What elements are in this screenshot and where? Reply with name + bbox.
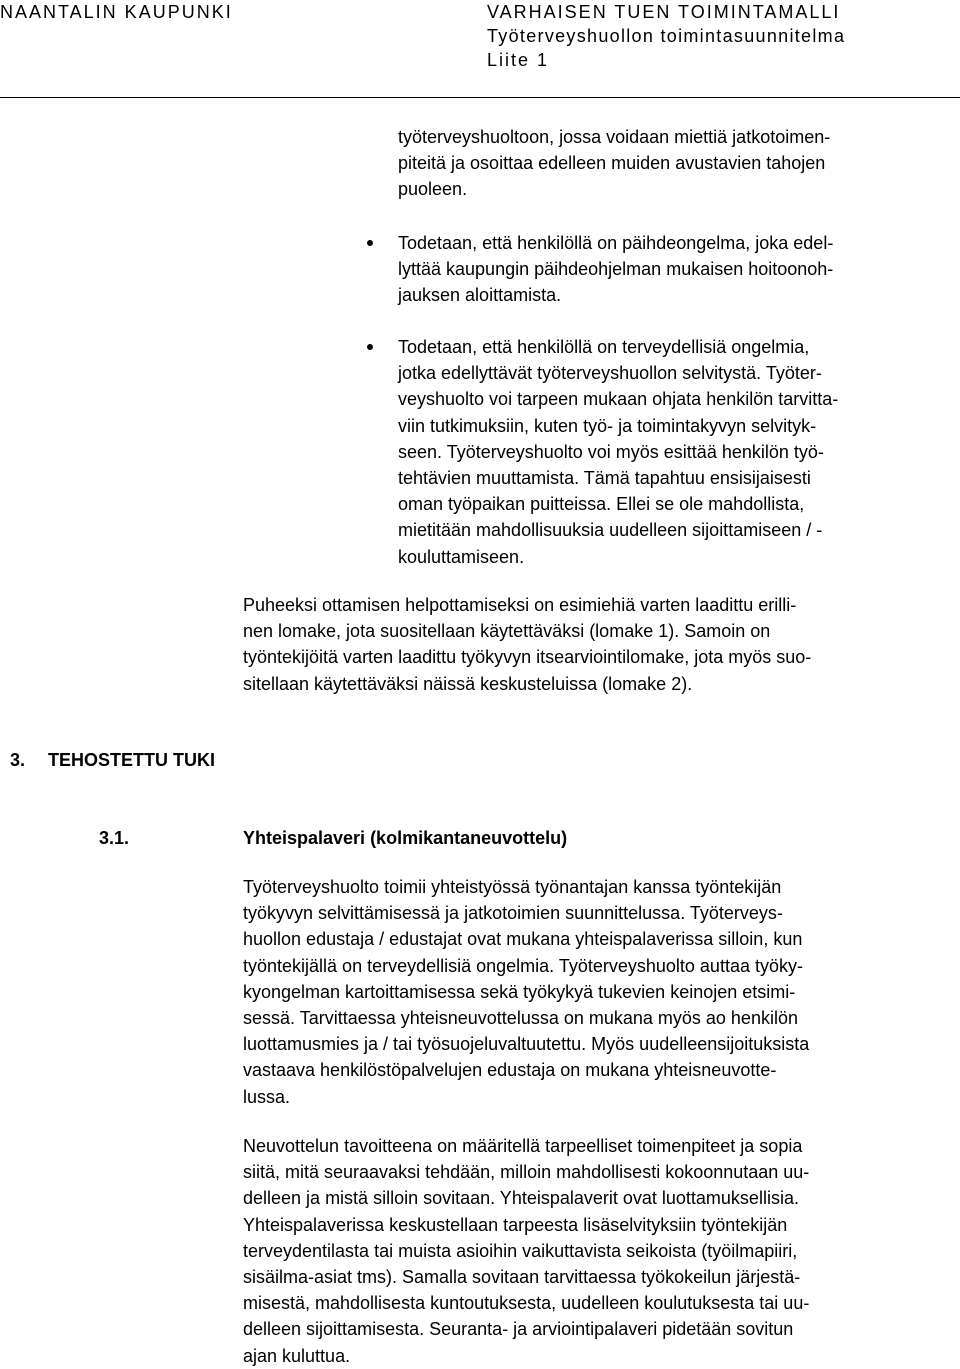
text-line: Neuvottelun tavoitteena on määritellä tarpeelliset toimenpiteet ja sopia — [243, 1136, 803, 1156]
section-title: TEHOSTETTU TUKI — [48, 750, 215, 770]
text-line: Yhteispalaverissa keskustellaan tarpeesta lisäselvityksiin työntekijän — [243, 1214, 788, 1235]
text-line: sessä. Tarvittaessa yhteisneuvottelussa on mukana myös ao henkilön — [243, 1007, 798, 1028]
bullet-item-1 — [398, 230, 833, 309]
text-line: Puheeksi ottamisen helpottamiseksi on esimiehiä varten laadittu erilli- — [243, 595, 797, 615]
paragraph-2 — [243, 1133, 809, 1369]
subsection-number: 3.1. — [99, 828, 130, 848]
text-line: Työterveyshuolto toimii yhteistyössä työnantajan kanssa työntekijän — [243, 877, 782, 897]
text-line: delleen sijoittamisesta. Seuranta- ja arviointipalaveri pidetään sovitun — [243, 1319, 794, 1340]
subsection-title: Yhteispalaveri (kolmikantaneuvottelu) — [243, 828, 568, 848]
text-line: Todetaan, että henkilöllä on päihdeongelma, joka edel- — [398, 233, 834, 253]
text-line: työntekijällä on terveydellisiä ongelmia. Työterveyshuolto auttaa työky- — [243, 955, 803, 976]
text-line: seen. Työterveyshuolto voi myös esittää henkilön työ- — [398, 441, 824, 462]
text-line: lyttää kaupungin päihdeohjelman mukaisen hoitoonoh- — [398, 259, 834, 280]
paragraph-1 — [243, 874, 809, 1110]
header-divider — [0, 97, 960, 98]
text-line: delleen ja mistä silloin sovitaan. Yhteispalaverit ovat luottamuksellisia. — [243, 1188, 799, 1209]
text-line: nen lomake, jota suositellaan käytettäväksi (lomake 1). Samoin on — [243, 621, 771, 642]
section-number: 3. — [10, 750, 26, 770]
text-line: luottamusmies ja / tai työsuojeluvaltuutettu. Myös uudelleensijoituksista — [243, 1034, 810, 1055]
text-line: jauksen aloittamista. — [398, 285, 562, 306]
text-line: siitä, mitä seuraavaksi tehdään, milloin mahdollisesti kokoonnutaan uu- — [243, 1162, 810, 1183]
text-line: mietitään mahdollisuuksia uudelleen sijoittamiseen / - — [398, 520, 823, 541]
text-line: kyongelman kartoittamisessa sekä työkykyä tukevien keinojen etsimi- — [243, 981, 796, 1002]
text-line: misestä, mahdollisesta kuntoutuksesta, uudelleen koulutuksesta tai uu- — [243, 1293, 810, 1314]
text-line: tehtävien muuttamista. Tämä tapahtuu ensisijaisesti — [398, 467, 811, 488]
text-line: työkyvyn selvittämisessä ja jatkotoimien suunnittelussa. Työterveys- — [243, 903, 783, 924]
bullet-marker-1 — [367, 240, 373, 246]
header-doc-subtitle: Työterveyshuollon toimintasuunnitelma — [487, 26, 846, 46]
text-line: sisäilma-asiat tms). Samalla sovitaan tarvittaessa työkokeilun järjestä- — [243, 1266, 801, 1287]
text-line: lussa. — [243, 1086, 291, 1107]
text-line: oman työpaikan puitteissa. Ellei se ole mahdollista, — [398, 494, 805, 515]
text-line: jotka edellyttävät työterveyshuollon selvitystä. Työter- — [398, 363, 822, 384]
continuation-text — [398, 124, 830, 203]
text-line: veyshuolto voi tarpeen mukaan ohjata henkilön tarvitta- — [398, 389, 839, 410]
text-line: vastaava henkilöstöpalvelujen edustaja on mukana yhteisneuvotte- — [243, 1060, 777, 1081]
text-line: terveydentilasta tai muista asioihin vaikuttavista seikoista (työilmapiiri, — [243, 1240, 798, 1261]
bullet-marker-2 — [367, 344, 373, 350]
header-doc-title: VARHAISEN TUEN TOIMINTAMALLI — [487, 2, 841, 22]
intro-paragraph — [243, 592, 811, 697]
text-line: puoleen. — [398, 179, 468, 200]
header-city: NAANTALIN KAUPUNKI — [0, 2, 233, 22]
text-line: huollon edustaja / edustajat ovat mukana yhteispalaverissa silloin, kun — [243, 929, 803, 950]
text-line: sitellaan käytettäväksi näissä keskusteluissa (lomake 2). — [243, 673, 693, 694]
text-line: ajan kuluttua. — [243, 1345, 351, 1366]
text-line: kouluttamiseen. — [398, 546, 525, 567]
bullet-item-2 — [398, 334, 838, 570]
text-line: Todetaan, että henkilöllä on terveydellisiä ongelmia, — [398, 337, 810, 357]
text-line: työterveyshuoltoon, jossa voidaan miettiä jatkotoimen- — [398, 127, 831, 147]
text-line: viin tutkimuksiin, kuten työ- ja toimintakyvyn selvityk- — [398, 415, 817, 436]
text-line: piteitä ja osoittaa edelleen muiden avustavien tahojen — [398, 153, 826, 174]
header-attachment: Liite 1 — [487, 50, 550, 70]
text-line: työntekijöitä varten laadittu työkyvyn itsearviointilomake, jota myös suo- — [243, 647, 812, 668]
